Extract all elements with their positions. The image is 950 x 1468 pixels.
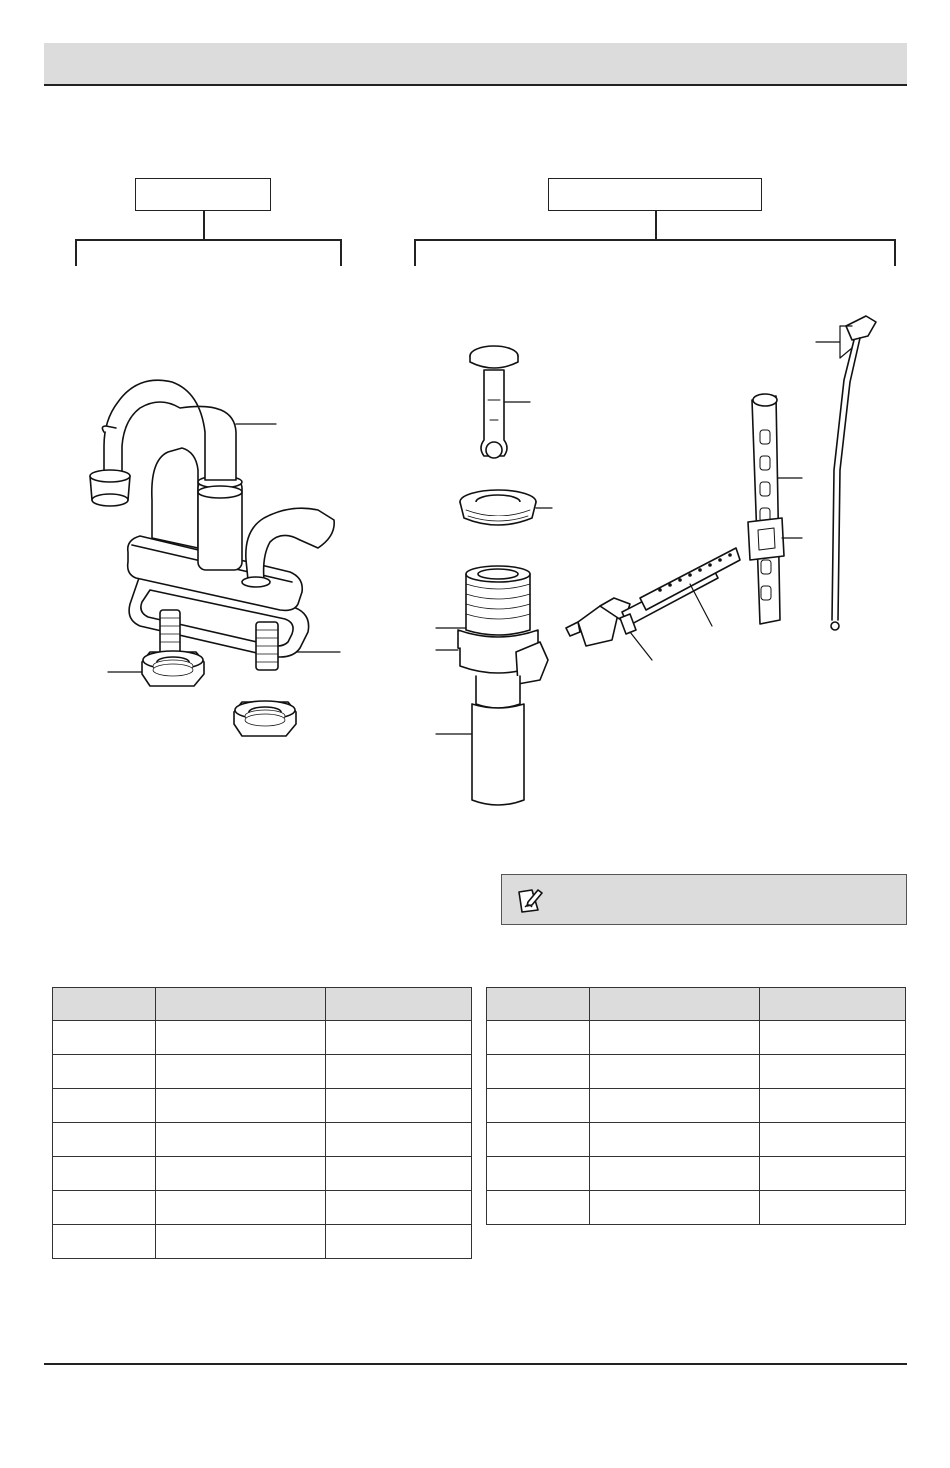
table-cell	[487, 1157, 590, 1191]
table-cell	[155, 1191, 326, 1225]
table-cell	[53, 1157, 156, 1191]
table-row	[53, 1157, 472, 1191]
lift-rod-illustration	[831, 316, 876, 630]
table-row	[487, 1021, 906, 1055]
parts-table-left	[52, 987, 472, 1259]
table-cell	[760, 1157, 906, 1191]
table-cell	[326, 1123, 472, 1157]
table-header-row	[487, 988, 906, 1021]
table-cell	[326, 1089, 472, 1123]
table-row	[487, 1157, 906, 1191]
parts-table-right	[486, 987, 906, 1225]
table-cell	[589, 1123, 760, 1157]
note-box	[501, 874, 907, 925]
table-row	[53, 1225, 472, 1259]
table-header-row	[53, 988, 472, 1021]
note-pencil-icon	[516, 886, 544, 914]
table-cell	[326, 1225, 472, 1259]
table-cell	[760, 1055, 906, 1089]
table-cell	[487, 1123, 590, 1157]
faucet-body-illustration	[90, 380, 334, 670]
column-header	[155, 988, 326, 1021]
drain-flange-illustration	[460, 490, 536, 525]
table-row	[53, 1089, 472, 1123]
table-cell	[589, 1191, 760, 1225]
table-cell	[155, 1055, 326, 1089]
table-cell	[53, 1055, 156, 1089]
table-cell	[487, 1055, 590, 1089]
table-cell	[155, 1021, 326, 1055]
table-cell	[760, 1123, 906, 1157]
table-row	[53, 1123, 472, 1157]
table-row	[53, 1191, 472, 1225]
table-row	[487, 1191, 906, 1225]
table-cell	[589, 1055, 760, 1089]
table-cell	[53, 1021, 156, 1055]
table-cell	[589, 1089, 760, 1123]
column-header	[760, 988, 906, 1021]
column-header	[53, 988, 156, 1021]
table-row	[487, 1055, 906, 1089]
table-cell	[487, 1191, 590, 1225]
table-cell	[326, 1021, 472, 1055]
spring-clip-illustration	[748, 518, 784, 560]
table-cell	[326, 1191, 472, 1225]
table-row	[53, 1021, 472, 1055]
table-cell	[487, 1089, 590, 1123]
column-header	[487, 988, 590, 1021]
table-row	[53, 1055, 472, 1089]
table-cell	[326, 1055, 472, 1089]
column-header	[589, 988, 760, 1021]
table-cell	[760, 1089, 906, 1123]
table-cell	[53, 1191, 156, 1225]
table-cell	[760, 1191, 906, 1225]
drain-body-illustration	[458, 566, 548, 805]
table-cell	[53, 1123, 156, 1157]
table-cell	[155, 1157, 326, 1191]
faucet-nut-left-illustration	[142, 651, 204, 686]
table-row	[487, 1123, 906, 1157]
table-row	[487, 1089, 906, 1123]
table-cell	[326, 1157, 472, 1191]
table-cell	[760, 1021, 906, 1055]
faucet-nut-right-illustration	[234, 701, 296, 736]
table-cell	[155, 1123, 326, 1157]
table-cell	[487, 1021, 590, 1055]
table-cell	[589, 1021, 760, 1055]
column-header	[326, 988, 472, 1021]
table-cell	[53, 1089, 156, 1123]
table-cell	[155, 1225, 326, 1259]
pivot-rod-illustration	[566, 548, 740, 646]
table-cell	[589, 1157, 760, 1191]
table-cell	[53, 1225, 156, 1259]
table-cell	[155, 1089, 326, 1123]
extension-strap-illustration	[752, 394, 780, 624]
footer-rule	[44, 1363, 907, 1365]
